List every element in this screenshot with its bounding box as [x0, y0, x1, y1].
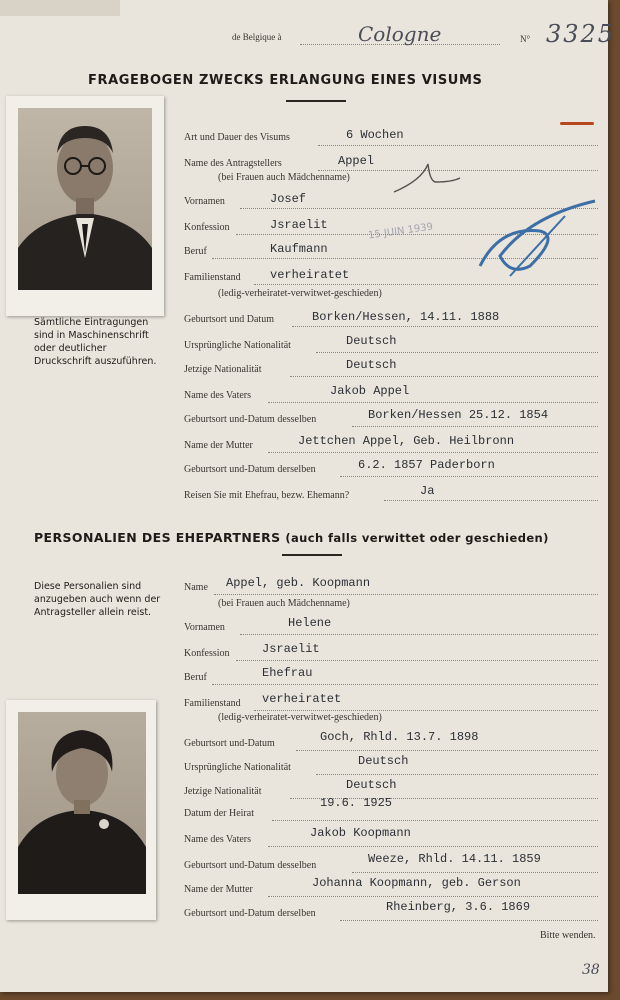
orig-nat-line	[316, 352, 598, 353]
photo-note: Sämtliche Eintragungen sind in Maschinenschrift oder deutlicher Druckschrift auszuführen.	[34, 317, 157, 367]
marital-value: verheiratet	[270, 268, 350, 282]
spouse-name-label: Name	[184, 582, 208, 593]
spouse-job-line	[212, 684, 598, 685]
spouse-orig-nat-line	[316, 774, 598, 775]
spouse-birth-label: Geburtsort und-Datum	[184, 738, 275, 749]
spouse-orig-nat-label: Ursprüngliche Nationalität	[184, 762, 291, 773]
spouse-father-birth-line	[352, 872, 598, 873]
spouse-mother-birth-value: Rheinberg, 3.6. 1869	[386, 900, 531, 914]
spouse-father-birth-label: Geburtsort und-Datum desselben	[184, 860, 317, 871]
spouse-marriage-value: 19.6. 1925	[320, 796, 393, 810]
father-label: Name des Vaters	[184, 390, 252, 401]
page-number: 38	[582, 962, 600, 978]
spouse-portrait-image	[18, 712, 146, 894]
mother-value: Jettchen Appel, Geb. Heilbronn	[298, 434, 515, 448]
name-hint: (bei Frauen auch Mädchenname)	[218, 172, 350, 183]
mother-line	[268, 452, 598, 453]
spouse-marital-line	[254, 710, 598, 711]
marital-line	[254, 284, 598, 285]
applicant-photo-frame	[6, 96, 164, 316]
spouse-cur-nat-label: Jetzige Nationalität	[184, 786, 262, 797]
mother-birth-value: 6.2. 1857 Paderborn	[358, 458, 495, 472]
spouse-marriage-label: Datum der Heirat	[184, 808, 254, 819]
footer-turn-over: Bitte wenden.	[540, 930, 596, 941]
spouse-note: Diese Personalien sind anzugeben auch wenn der Antragsteller allein reist.	[34, 581, 161, 618]
job-value: Kaufmann	[270, 242, 328, 256]
spouse-orig-nat-value: Deutsch	[358, 754, 409, 768]
spouse-father-birth-value: Weeze, Rhld. 14.11. 1859	[368, 852, 541, 866]
header-city: Cologne	[358, 22, 442, 46]
travel-value: Ja	[420, 484, 435, 498]
father-line	[268, 402, 598, 403]
orig-nat-label: Ursprüngliche Nationalität	[184, 340, 291, 351]
spouse-first-line	[240, 634, 598, 635]
section2-title-bold: PERSONALIEN DES EHEPARTNERS	[34, 530, 281, 545]
spouse-birth-line	[296, 750, 598, 751]
name-value: Appel	[338, 154, 375, 168]
travel-label: Reisen Sie mit Ehefrau, bezw. Ehemann?	[184, 490, 350, 501]
red-mark	[560, 122, 594, 125]
visa-value: 6 Wochen	[346, 128, 404, 142]
religion-value: Jsraelit	[270, 218, 328, 232]
cur-nat-label: Jetzige Nationalität	[184, 364, 262, 375]
spouse-job-label: Beruf	[184, 672, 207, 683]
spouse-cur-nat-value: Deutsch	[346, 778, 397, 792]
spouse-religion-line	[236, 660, 598, 661]
birth-label: Geburtsort und Datum	[184, 314, 274, 325]
spouse-mother-value: Johanna Koopmann, geb. Gerson	[312, 876, 521, 890]
spouse-birth-value: Goch, Rhld. 13.7. 1898	[320, 730, 479, 744]
birth-value: Borken/Hessen, 14.11. 1888	[312, 310, 500, 324]
marital-hint: (ledig-verheiratet-verwitwet-geschieden)	[218, 288, 382, 299]
visa-line	[318, 145, 598, 146]
blue-signature-mark	[470, 196, 600, 286]
torn-corner	[0, 0, 120, 16]
date-stamp: 15 JUIN 1939	[367, 221, 434, 242]
section2-rule	[282, 554, 342, 556]
spouse-marriage-line	[272, 820, 598, 821]
father-birth-value: Borken/Hessen 25.12. 1854	[368, 408, 549, 422]
mother-birth-line	[340, 476, 598, 477]
cur-nat-value: Deutsch	[346, 358, 397, 372]
section2-title-rest: (auch falls verwittet oder geschieden)	[285, 531, 549, 545]
orig-nat-value: Deutsch	[346, 334, 397, 348]
father-birth-line	[352, 426, 598, 427]
applicant-portrait-image	[18, 108, 152, 290]
spouse-photo-frame	[6, 700, 156, 920]
mother-birth-label: Geburtsort und-Datum derselben	[184, 464, 316, 475]
cur-nat-line	[290, 376, 598, 377]
father-birth-label: Geburtsort und-Datum desselben	[184, 414, 317, 425]
spouse-marital-label: Familienstand	[184, 698, 241, 709]
applicant-photo	[18, 108, 152, 290]
header-number: 3325	[546, 20, 616, 48]
visa-label: Art und Dauer des Visums	[184, 132, 290, 143]
spouse-name-line	[214, 594, 598, 595]
name-label: Name des Antragstellers	[184, 158, 282, 169]
spouse-marital-hint: (ledig-verheiratet-verwitwet-geschieden)	[218, 712, 382, 723]
spouse-mother-birth-line	[340, 920, 598, 921]
first-value: Josef	[270, 192, 307, 206]
birth-line	[292, 326, 598, 327]
pencil-mark	[392, 160, 462, 196]
job-label: Beruf	[184, 246, 207, 257]
spouse-father-label: Name des Vaters	[184, 834, 252, 845]
first-label: Vornamen	[184, 196, 225, 207]
mother-label: Name der Mutter	[184, 440, 253, 451]
marital-label: Familienstand	[184, 272, 241, 283]
father-value: Jakob Appel	[330, 384, 410, 398]
spouse-religion-value: Jsraelit	[262, 642, 320, 656]
header-number-label: N°	[520, 34, 531, 44]
travel-line	[384, 500, 598, 501]
spouse-marital-value: verheiratet	[262, 692, 342, 706]
spouse-first-value: Helene	[288, 616, 332, 630]
spouse-mother-line	[268, 896, 598, 897]
spouse-father-line	[268, 846, 598, 847]
spouse-mother-birth-label: Geburtsort und-Datum derselben	[184, 908, 316, 919]
title-rule	[286, 100, 346, 102]
spouse-first-label: Vornamen	[184, 622, 225, 633]
spouse-job-value: Ehefrau	[262, 666, 313, 680]
header-prefix: de Belgique à	[232, 32, 282, 42]
spouse-photo	[18, 712, 146, 894]
spouse-religion-label: Konfession	[184, 648, 230, 659]
section2-title	[34, 530, 549, 545]
spouse-name-value: Appel, geb. Koopmann	[226, 576, 371, 590]
spouse-father-value: Jakob Koopmann	[310, 826, 411, 840]
religion-label: Konfession	[184, 222, 230, 233]
spouse-name-hint: (bei Frauen auch Mädchenname)	[218, 598, 350, 609]
form-title: FRAGEBOGEN ZWECKS ERLANGUNG EINES VISUMS	[88, 73, 483, 88]
spouse-mother-label: Name der Mutter	[184, 884, 253, 895]
